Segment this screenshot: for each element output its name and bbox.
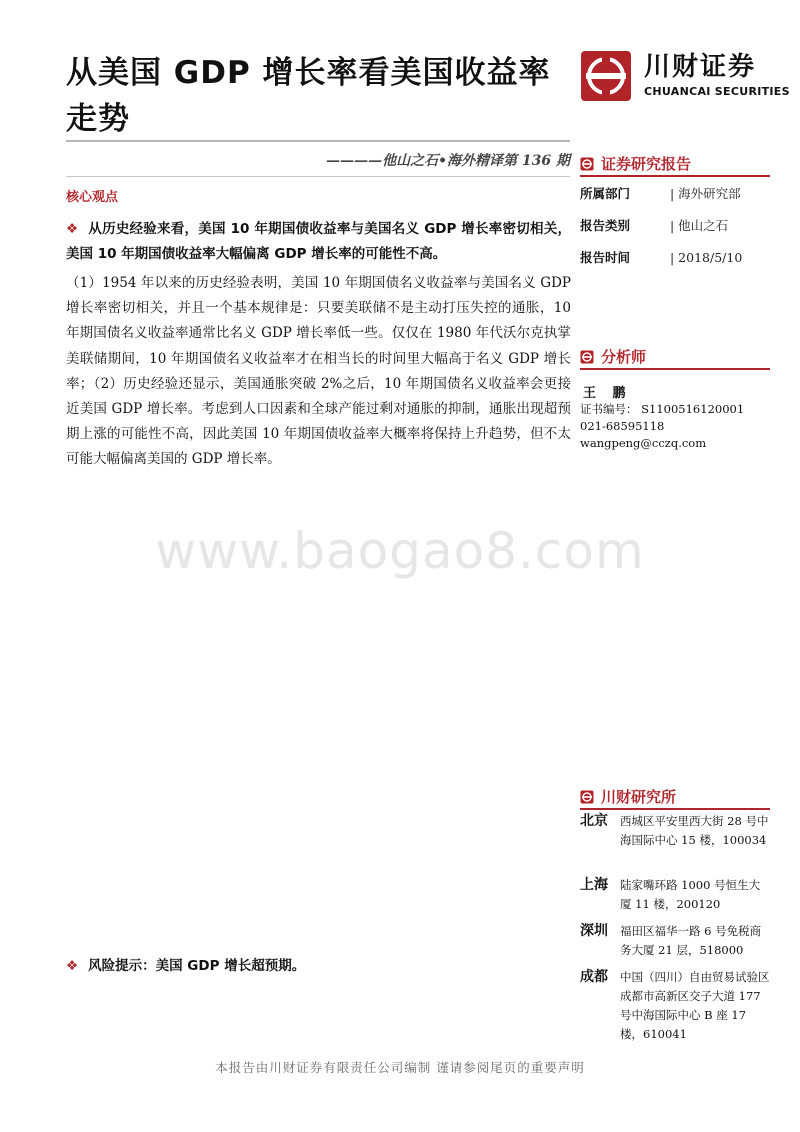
company-logo — [580, 50, 790, 102]
info-row — [580, 184, 741, 202]
info-value: | 他山之石 — [670, 218, 729, 233]
office-city: 北京 — [580, 813, 608, 829]
title-divider — [66, 140, 570, 142]
institute-heading-text: 川财研究所 — [601, 788, 677, 806]
info-value: | 2018/5/10 — [670, 250, 743, 265]
report-type-heading-text: 证券研究报告 — [601, 155, 692, 173]
info-key: 所属部门 — [580, 186, 631, 201]
office-city: 上海 — [580, 877, 608, 893]
report-type-heading — [580, 153, 691, 174]
office-shanghai — [580, 874, 780, 914]
logo-mini-icon — [580, 790, 594, 804]
office-city: 深圳 — [580, 923, 608, 939]
office-address: 福田区福华一路 6 号免税商务大厦 21 层，518000 — [620, 924, 762, 957]
diamond-bullet-icon: ❖ — [66, 958, 79, 974]
info-key: 报告时间 — [580, 250, 631, 265]
core-view-heading: 核心观点 — [66, 190, 119, 205]
analyst-phone: 021-68595118 — [580, 419, 665, 433]
key-point — [66, 217, 571, 267]
analyst-heading — [580, 346, 646, 367]
info-value: | 海外研究部 — [670, 186, 741, 201]
office-shenzhen — [580, 920, 780, 960]
info-row — [580, 248, 742, 266]
page-title: 从美国 GDP 增长率看美国收益率走势 — [66, 55, 551, 137]
institute-heading — [580, 786, 676, 807]
chuancai-logo-icon — [580, 50, 632, 102]
office-city: 成都 — [580, 969, 608, 985]
logo-chinese-name: 川财证券 — [644, 52, 757, 82]
analyst-cert: 证书编号： S1100516120001 — [580, 402, 745, 416]
risk-note-text: 风险提示：美国 GDP 增长超预期。 — [88, 958, 306, 974]
diamond-bullet-icon: ❖ — [66, 221, 79, 237]
logo-mini-icon — [580, 157, 594, 171]
risk-note — [66, 954, 305, 974]
series-label: ————他山之石•海外精译第 136 期 — [326, 153, 570, 169]
sidebar-divider — [580, 175, 770, 177]
analyst-name: 王 鹏 — [583, 386, 632, 401]
office-beijing — [580, 810, 780, 870]
watermark: www.baogao8.com — [155, 522, 645, 580]
key-point-text: 从历史经验来看，美国 10 年期国债收益率与美国名义 GDP 增长率密切相关，美国 10 年期国债收益率大幅偏离 GDP 增长率的可能性不高。 — [66, 221, 571, 262]
sidebar-divider — [580, 368, 770, 370]
info-key: 报告类别 — [580, 218, 631, 233]
analyst-heading-text: 分析师 — [601, 348, 647, 366]
logo-english-name: CHUANCAI SECURITIES — [644, 85, 790, 98]
analyst-email[interactable]: wangpeng@cczq.com — [580, 436, 707, 450]
office-address: 中国（四川）自由贸易试验区成都市高新区交子大道 177 号中海国际中心 B 座 17 楼，610041 — [620, 970, 770, 1041]
info-row — [580, 216, 728, 234]
office-chengdu — [580, 966, 780, 1046]
office-address: 西城区平安里西大街 28 号中海国际中心 15 楼，100034 — [620, 814, 769, 847]
office-address: 陆家嘴环路 1000 号恒生大厦 11 楼，200120 — [620, 878, 761, 911]
body-paragraph: （1）1954 年以来的历史经验表明，美国 10 年期国债名义收益率与美国名义 GDP 增长率密切相关，并且一个基本规律是：只要美联储不是主动打压失控的通胀，10 年期国债名义收益率通常比名义 GDP 增长率低一些。仅仅在 1980 年代沃尔克执掌美联储期间，10 年期国债名义收益率才在相当长的时间里大幅高于名义 GDP 增长率；（2）历史经验还显示，美国通胀突破 2%之后，10 年期国债名义收益率会更接近美国 GDP 增长率。考虑到人口因素和全球产能过剩对通胀的抑制，通胀出现超预期上涨的可能性不高，因此美国 10 年期国债收益率大概率将保持上升趋势，但不太可能大幅偏离美国的 GDP 增长率。 — [66, 275, 571, 468]
page-footer: 本报告由川财证券有限责任公司编制 谨请参阅尾页的重要声明 — [215, 1060, 585, 1075]
series-divider — [66, 176, 570, 177]
logo-mini-icon — [580, 350, 594, 364]
